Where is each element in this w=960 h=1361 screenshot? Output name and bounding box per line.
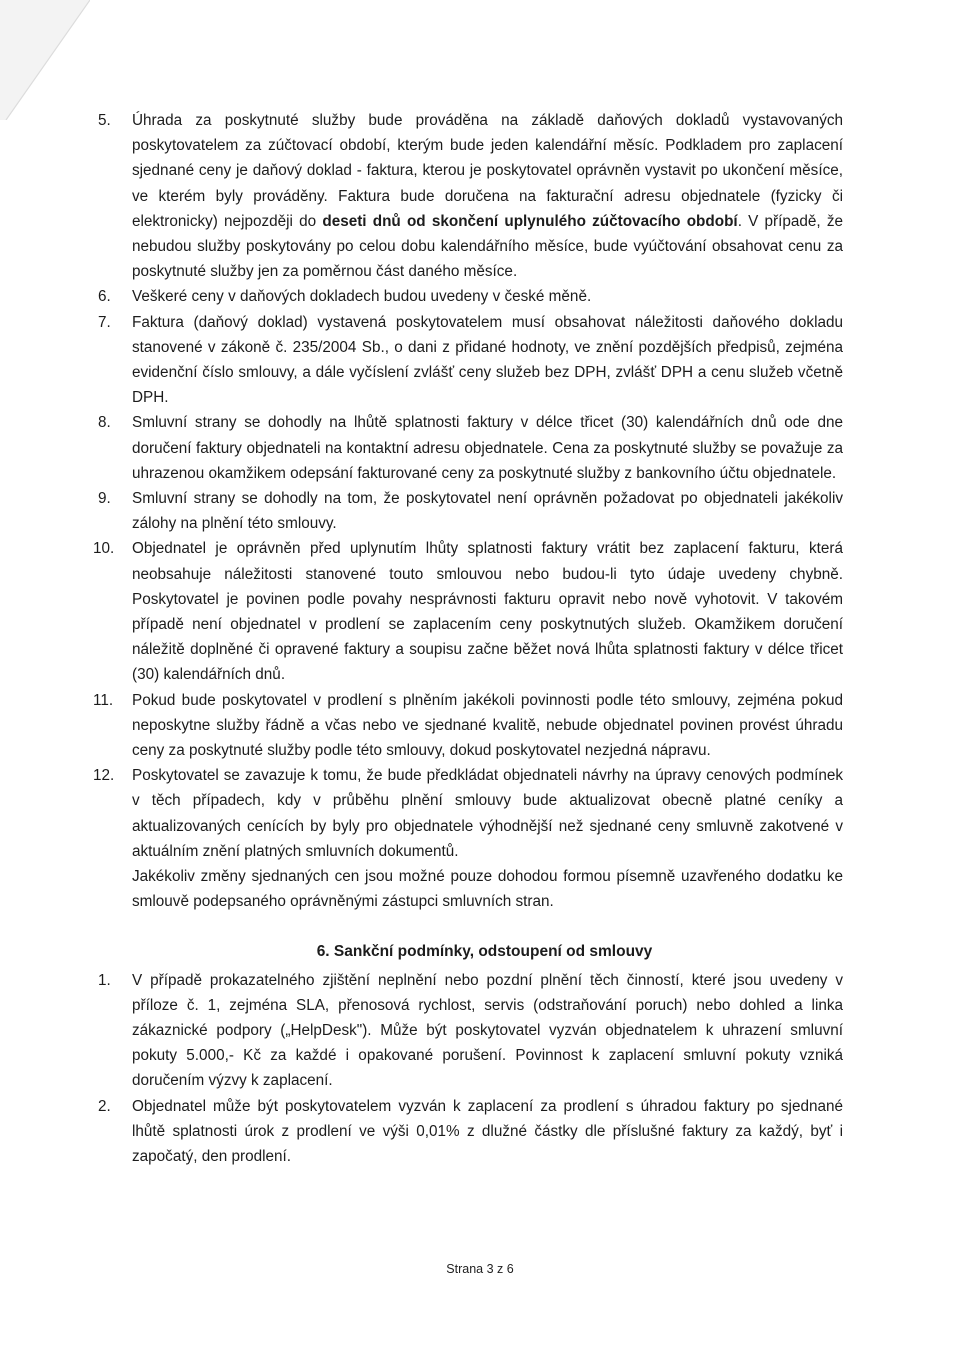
section6-clause-list (98, 968, 843, 1170)
clause-12 (93, 763, 843, 914)
clause-text: V případě prokazatelného zjištění neplnění nebo pozdní plnění těch činností, které jsou uvedeny v příloze č. 1, zejména SLA, přenosová rychlost, servis (odstraňování poruch) nebo dohled a linka zákaznické podpory („HelpDesk"). Může být poskytovatel vyzván objednatelem k uhrazení smluvní pokuty 5.000,- Kč za každé i opakované porušení. Povinnost k zaplacení smluvní pokuty vzniká doručením výzvy k zaplacení. (132, 971, 843, 1090)
clause-10 (93, 536, 843, 687)
clause-text: Faktura (daňový doklad) vystavená poskytovatelem musí obsahovat náležitosti daňového dokladu stanovené v zákoně č. 235/2004 Sb., o dani z přidané hodnoty, ve znění pozdějších předpisů, zejména evidenční číslo smlouvy, a dále vyčíslení zvlášť ceny služeb bez DPH, zvlášť DPH a cenu služeb včetně DPH. (132, 313, 843, 407)
clause-text: Poskytovatel se zavazuje k tomu, že bude předkládat objednateli návrhy na úpravy cenových podmínek v těch případech, kdy v průběhu plnění smlouvy bude aktualizovat obecně platné ceníky a aktualizovaných cenících by byly pro objednatele výhodnější než sjednané ceny smluvně zakotvené v aktuálním znění platných smluvních dokumentů. (132, 767, 843, 860)
clause-number: 11. (93, 691, 114, 709)
page-number-footer: Strana 3 z 6 (446, 1262, 514, 1276)
section-heading: 6. Sankční podmínky, odstoupení od smlouvy (316, 942, 653, 960)
clause-text: Smluvní strany se dohodly na lhůtě splatnosti faktury v délce třicet (30) kalendářních dnů ode dne doručení faktury objednateli na kontaktní adresu objednatele. Cena za poskytnuté služby se považuje za uhrazenou okamžikem odepsání fakturované ceny za poskytnuté služby z bankovního účtu objednatele. (132, 414, 843, 482)
clause-5 (98, 108, 843, 284)
section5-clause-list (93, 108, 844, 915)
sanction-clause-1 (98, 968, 843, 1094)
clause-9 (98, 486, 843, 536)
clause-additional-paragraph: Jakékoliv změny sjednaných cen jsou možné pouze dohodou formou písemně uzavřeného dodatku ke smlouvě podepsaného oprávněnými zástupci smluvních stran. (132, 868, 843, 911)
clause-7 (98, 310, 843, 411)
clause-number: 1. (98, 971, 111, 989)
clause-6 (98, 284, 843, 309)
clause-number: 12. (93, 767, 115, 785)
clause-text: Objednatel může být poskytovatelem vyzván k zaplacení za prodlení s úhradou faktury po sjednané lhůtě splatnosti úrok z prodlení ve výši 0,01% z dlužné částky dle příslušné faktury za každý, byť i započatý, den prodlení. (132, 1097, 843, 1165)
sanction-clause-2 (98, 1094, 843, 1170)
clause-text: Pokud bude poskytovatel v prodlení s plněním jakékoli povinnosti podle této smlouvy, zejména pokud neposkytne služby řádně a včas nebo ve sjednané kvalitě, nebude objednatel povinen provést úhradu ceny za poskytnuté služby podle této smlouvy, dokud poskytovatel nezjedná nápravu. (132, 691, 843, 760)
clause-text: Objednatel je oprávněn před uplynutím lhůty splatnosti faktury vrátit bez zaplacení fakturu, která neobsahuje náležitosti stanovené touto smlouvou nebo budou-li tyto údaje uvedeny chybně. Poskytovatel je povinen podle povahy nesprávnosti fakturu opravit nebo nově vyhotovit. V takovém případě není objednatel v prodlení se zaplacením ceny poskytnutých služeb. Okamžikem doručení náležitě doplněné či opravené faktury a soupisu začne běžet nová lhůta splatnosti faktury v délce třicet (30) kalendářních dnů. (132, 540, 843, 684)
clause-bold-text: deseti dnů od skončení uplynulého zúčtovacího období (322, 212, 738, 230)
document-body (93, 108, 844, 1169)
clause-8 (98, 410, 843, 486)
clause-number: 7. (98, 313, 111, 331)
clause-number: 8. (98, 414, 111, 432)
clause-text: Veškeré ceny v daňových dokladech budou uvedeny v české měně. (132, 288, 592, 306)
scan-corner-fold (0, 0, 90, 120)
clause-11 (93, 688, 843, 764)
clause-text-continued: . V případě, že nebudou služby poskytovány po celou dobu kalendářního měsíce, bude vyúčtování obsahovat cenu za poskytnuté služby jen za poměrnou část daného měsíce. (132, 212, 844, 281)
clause-number: 6. (98, 288, 111, 306)
clause-text: Smluvní strany se dohodly na tom, že poskytovatel není oprávněn požadovat po objednateli jakékoliv zálohy na plnění této smlouvy. (132, 490, 843, 533)
clause-number: 5. (98, 112, 111, 129)
clause-number: 9. (98, 490, 111, 508)
clause-number: 10. (93, 540, 115, 558)
clause-text: Úhrada za poskytnuté služby bude prováděna na základě daňových dokladů vystavovaných poskytovatelem za zúčtovací období, kterým bude jeden kalendářní měsíc. Podkladem pro zaplacení sjednané ceny je daňový doklad - faktura, kterou je poskytovatel oprávněn vystavit po ukončení měsíce, ve kterém byly prováděny. Faktura bude doručena na fakturační adresu objednatele (fyzicky či elektronicky) nejpozději do (132, 112, 843, 230)
clause-number: 2. (98, 1097, 111, 1115)
